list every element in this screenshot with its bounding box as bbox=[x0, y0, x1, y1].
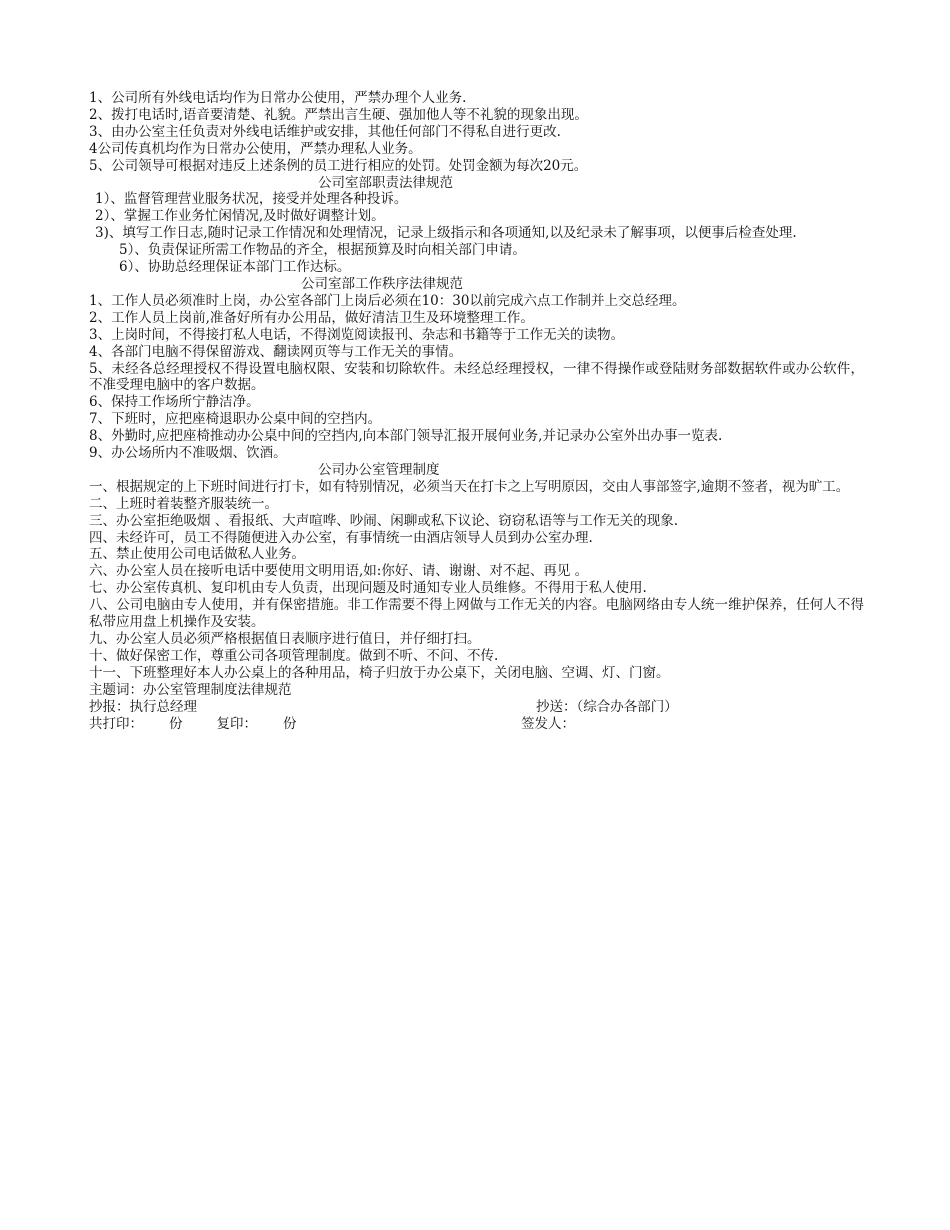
print-label: 共打印： bbox=[89, 715, 143, 732]
duties-section bbox=[89, 191, 864, 276]
document-footer bbox=[89, 682, 864, 733]
paragraph: 5、未经各总经理授权不得设置电脑权限、安装和切除软件。未经总经理授权，一律不得操作或登陆财务部数据软件或办公软件，不准受理电脑中的客户数据。 bbox=[89, 360, 864, 394]
paragraph: 2、工作人员上岗前,准备好所有办公用品，做好清洁卫生及环境整理工作。 bbox=[89, 309, 534, 326]
paragraph: 五、禁止使用公司电话做私人业务。 bbox=[89, 546, 305, 563]
paragraph: 三、办公室拒绝吸烟 、看报纸、大声喧哗、吵闹、闲聊或私下议论、窃窃私语等与工作无关的现象. bbox=[89, 512, 679, 529]
paragraph: 9、办公场所内不准吸烟、饮酒。 bbox=[89, 445, 287, 462]
print-row bbox=[89, 716, 864, 733]
section-heading: 公司办公室管理制度 bbox=[318, 461, 440, 478]
paragraph: 3、由办公室主任负责对外线电话维护或安排，其他任何部门不得私自进行更改. bbox=[89, 123, 561, 140]
paragraph: 十一、下班整理好本人办公桌上的各种用品，椅子归放于办公桌下，关闭电脑、空调、灯、门窗。 bbox=[89, 664, 670, 681]
document-page bbox=[89, 90, 864, 732]
paragraph: 二、上班时着装整齐服装统一。 bbox=[89, 495, 278, 512]
paragraph: 四、未经许可，员工不得随便进入办公室，有事情统一由酒店领导人员到办公室办理. bbox=[89, 529, 593, 546]
section-heading: 公司室部工作秩序法律规范 bbox=[301, 275, 463, 292]
paragraph: 5、公司领导可根据对违反上述条例的员工进行相应的处罚。处罚金额为每次20元。 bbox=[89, 157, 588, 174]
management-section bbox=[89, 479, 864, 682]
paragraph: 九、办公室人员必须严格根据值日表顺序进行值日，并仔细打扫。 bbox=[89, 631, 481, 647]
section-heading: 公司室部职责法律规范 bbox=[318, 174, 453, 191]
paragraph: 2、拨打电话时,语音要清楚、礼貌。严禁出言生硬、强加他人等不礼貌的现象出现。 bbox=[89, 106, 588, 123]
subject-keywords: 主题词：办公室管理制度法律规范 bbox=[89, 681, 292, 698]
paragraph: 8、外勤时,应把座椅推动办公桌中间的空挡内,向本部门领导汇报开展何业务,并记录办公室外出办事一览表. bbox=[89, 428, 723, 445]
paragraph: 6）、协助总经理保证本部门工作达标。 bbox=[119, 259, 351, 276]
paragraph: 7、下班时，应把座椅退职办公桌中间的空挡内。 bbox=[89, 411, 382, 428]
phone-rules-section bbox=[89, 90, 864, 175]
paragraph: 4、各部门电脑不得保留游戏、翻读网页等与工作无关的事情。 bbox=[89, 343, 463, 360]
paragraph: 3、上岗时间，不得接打私人电话，不得浏览阅读报刊、杂志和书籍等于工作无关的读物。 bbox=[89, 326, 625, 343]
paragraph: 六、办公室人员在接听电话中要使用文明用语,如:你好、请、谢谢、对不起、再见 。 bbox=[89, 563, 589, 580]
paragraph: 一、根据规定的上下班时间进行打卡，如有特别情况，必须当天在打卡之上写明原因，交由人事部签字,逾期不签者，视为旷工。 bbox=[89, 478, 850, 495]
paragraph: 5）、负责保证所需工作物品的齐全，根据预算及时向相关部门申请。 bbox=[119, 242, 526, 259]
print-unit: 份 bbox=[169, 715, 183, 732]
cc-report: 抄报：执行总经理 bbox=[89, 698, 197, 715]
paragraph: 八、公司电脑由专人使用，并有保密措施。非工作需要不得上网做与工作无关的内容。电脑网络由专人统一维护保养，任何人不得私带应用盘上机操作及安装。 bbox=[89, 597, 864, 631]
paragraph: 1、公司所有外线电话均作为日常办公使用，严禁办理个人业务. bbox=[89, 90, 467, 106]
paragraph: 4公司传真机均作为日常办公使用，严禁办理私人业务。 bbox=[89, 140, 422, 157]
copy-unit: 份 bbox=[283, 715, 297, 732]
cc-send: 抄送：（综合办各部门） bbox=[536, 698, 678, 715]
distribution-row bbox=[89, 699, 864, 716]
paragraph: 3)、填写工作日志,随时记录工作情况和处理情况，记录上级指示和各项通知,以及纪录未了解事项，以便事后检查处理. bbox=[95, 225, 797, 242]
paragraph: 2）、掌握工作业务忙闲情况,及时做好调整计划。 bbox=[95, 208, 385, 225]
paragraph: 七、办公室传真机、复印机由专人负责，出现问题及时通知专业人员维修。不得用于私人使用. bbox=[89, 580, 647, 597]
paragraph: 十、做好保密工作，尊重公司各项管理制度。做到不听、不问、不传. bbox=[89, 647, 499, 664]
paragraph: 1、工作人员必须准时上岗，办公室各部门上岗后必须在10：30以前完成六点工作制并上交总经理。 bbox=[89, 292, 686, 309]
paragraph: 6、保持工作场所宁静洁净。 bbox=[89, 394, 260, 411]
work-order-section bbox=[89, 293, 864, 462]
paragraph: 1）、监督管理营业服务状况，接受并处理各种投诉。 bbox=[95, 191, 408, 208]
signer-label: 签发人： bbox=[521, 715, 575, 732]
copy-label: 复印： bbox=[216, 715, 257, 732]
